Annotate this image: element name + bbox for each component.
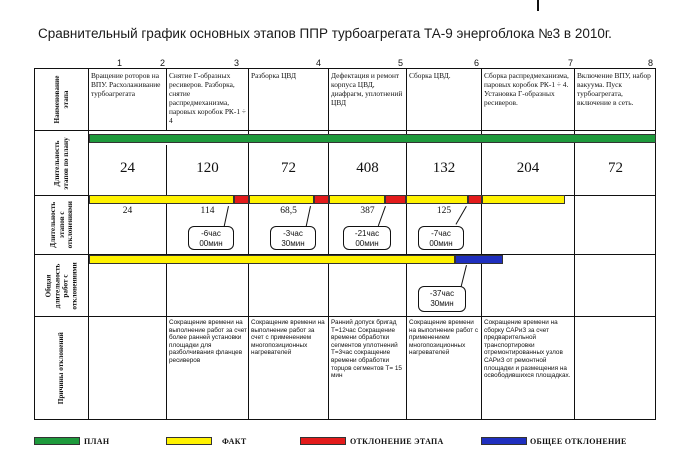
deviation-callout-4: -7час 00мин (418, 226, 464, 250)
scan-corner-mark (537, 0, 539, 11)
column-number-4: 4 (316, 58, 322, 68)
fact-value-4: 387 (360, 206, 375, 216)
stage-name-6: Сборка распредмеханизма, паровых коробок РК-1 ÷ 4. Установка Г-образных ресиверов. (484, 71, 569, 107)
legend-swatch-fact (166, 437, 212, 445)
column-number-1: 1 (117, 58, 123, 68)
fact-bar-segment (406, 195, 468, 204)
fact-bar-segment (249, 195, 314, 204)
column-divider (328, 68, 329, 420)
plan-value-1: 24 (120, 160, 135, 176)
stage-name-3: Разборка ЦВД (251, 71, 297, 80)
column-divider (166, 68, 167, 131)
legend-swatch-total-deviation (481, 437, 527, 445)
row-divider (34, 130, 656, 131)
column-divider (406, 68, 407, 420)
legend-label-total-deviation: ОБЩЕЕ ОТКЛОНЕНИЕ (530, 437, 627, 446)
total-deviation-callout: -37час 30мин (418, 286, 466, 312)
legend-label-plan: ПЛАН (84, 437, 110, 446)
reason-stage-4: Ранний допуск бригад Т=12час Сокращение времени обработки сегментов уплотнений Т=3час сокращение времени обработки торцов сегментов Т= 15 мин (331, 319, 402, 380)
fact-bar-segment (89, 195, 234, 204)
stage-name-7: Включение ВПУ, набор вакуума. Пуск турбоагрегата, включение в сеть. (577, 71, 651, 107)
column-number-7: 7 (568, 58, 574, 68)
plan-value-5: 132 (432, 160, 456, 176)
column-divider (481, 68, 482, 420)
column-number-8: 8 (648, 58, 654, 68)
column-number-6: 6 (474, 58, 480, 68)
plan-value-6: 204 (516, 160, 540, 176)
reason-stage-6: Сокращение времени на сборку САРиЗ за счет предварительной транспортировки отремонтированных узлов САРиЗ от ремонтной площадки и размещения на освободившихся площадках. (484, 319, 571, 380)
legend-swatch-plan (34, 437, 80, 445)
row-label-plan-duration: Длительность этапов по плану (53, 136, 70, 190)
fact-value-3: 68,5 (280, 206, 297, 216)
reason-stage-3: Сокращение времени на выполнение работ за счет с применением многопозиционных нагревателей (251, 319, 325, 357)
total-deviation-bar (455, 255, 503, 264)
plan-bar (89, 134, 656, 143)
legend-swatch-stage-deviation (300, 437, 346, 445)
column-divider (248, 68, 249, 420)
fact-bar-segment (482, 195, 565, 204)
deviation-callout-1: -6час 00мин (188, 226, 234, 250)
row-label-reasons: Причины отклонений (57, 332, 66, 405)
row-label-stage-name: Наименование этапа (53, 75, 70, 124)
column-divider (166, 195, 167, 420)
deviation-callout-2: -3час 30мин (270, 226, 316, 250)
column-divider (574, 68, 575, 420)
stage-name-1: Вращение роторов на ВПУ. Расхолаживание турбоагрегата (91, 71, 161, 98)
column-divider (88, 68, 89, 420)
column-number-5: 5 (398, 58, 404, 68)
row-label-fact-duration: Длительность этапов с отклонениями (48, 201, 74, 249)
column-number-2: 2 (160, 58, 166, 68)
plan-value-2: 120 (196, 160, 219, 176)
reason-stage-2: Сокращение времени на выполнение работ за счет более ранней установки площадки для разболчивания фланцев ресиверов (169, 319, 247, 364)
deviation-callout-3: -21час 00мин (343, 226, 391, 250)
page-title: Сравнительный график основных этапов ППР турбоагрегата ТА-9 энергоблока №3 в 2010г. (38, 26, 612, 41)
fact-bar-segment (329, 195, 385, 204)
plan-value-3: 72 (281, 160, 296, 176)
row-label-total-duration: Общая длительность работ с отклонениями (44, 261, 78, 310)
total-fact-bar (89, 255, 455, 264)
reason-stage-5: Сокращение времени на выполнение работ с применением многопозиционных нагревателей (409, 319, 479, 357)
stage-deviation-bar-1 (234, 195, 249, 204)
fact-value-2: 114 (200, 206, 215, 216)
stage-deviation-bar-3 (385, 195, 406, 204)
column-number-3: 3 (234, 58, 240, 68)
legend-label-stage-deviation: ОТКЛОНЕНИЕ ЭТАПА (350, 437, 444, 446)
stage-name-2: Снятие Г-образных ресиверов. Разборка, снятие распредмеханизма, паровых коробок РК-1 ÷ 4 (169, 71, 246, 125)
stage-name-4: Дефектация и ремонт корпуса ЦВД, диафрагм, уплотнений ЦВД (331, 71, 403, 107)
row-divider (34, 316, 656, 317)
fact-value-5: 125 (436, 206, 452, 216)
plan-value-7: 72 (608, 160, 623, 176)
stage-name-5: Сборка ЦВД. (409, 71, 451, 80)
legend-label-fact: ФАКТ (222, 437, 247, 446)
plan-value-4: 408 (356, 160, 379, 176)
fact-value-1: 24 (122, 206, 133, 216)
stage-deviation-bar-4 (468, 195, 482, 204)
stage-deviation-bar-2 (314, 195, 329, 204)
